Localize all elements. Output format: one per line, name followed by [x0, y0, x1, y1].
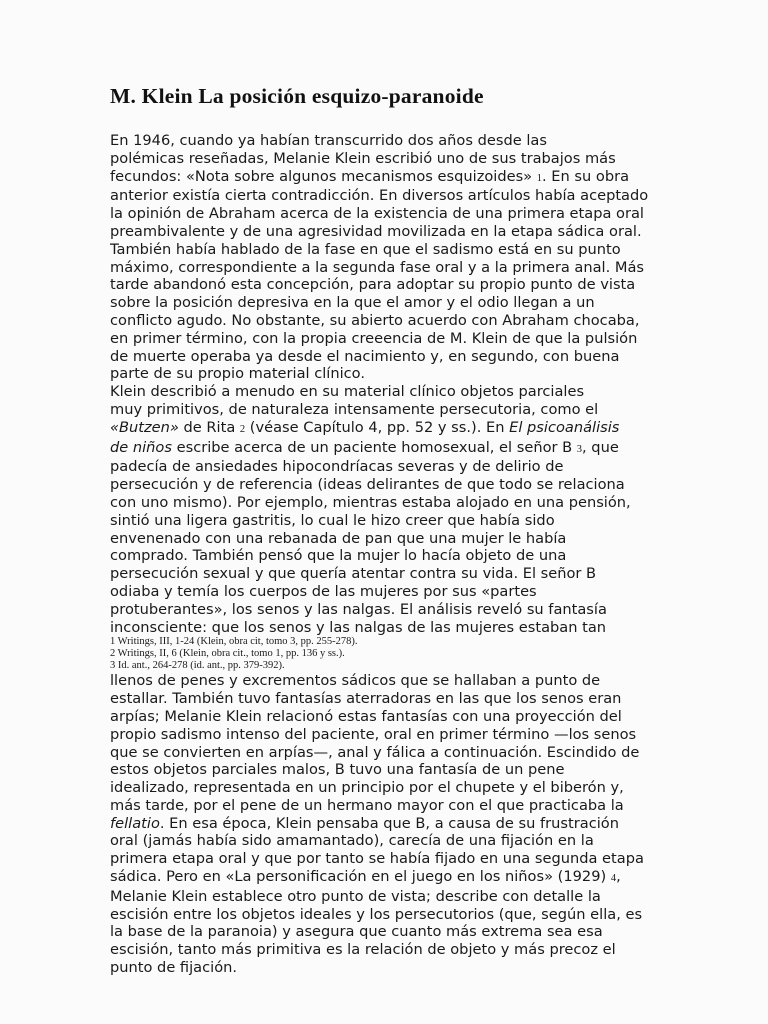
- text-line: comprado. También pensó que la mujer lo hacía objeto de una: [110, 547, 567, 565]
- text-line: sádica. Pero en «La personificación en el juego en los niños» (1929) 4,: [110, 868, 621, 886]
- text-line: primera etapa oral y que por tanto se había fijado en una segunda etapa: [110, 850, 644, 868]
- text-line: sintió una ligera gastritis, lo cual le hizo creer que había sido: [110, 511, 555, 529]
- document-body: [110, 132, 660, 977]
- text-line: de muerte operaba ya desde el nacimiento y, en segundo, con buena: [110, 347, 620, 365]
- text-line: «Butzen» de Rita 2 (véase Capítulo 4, pp. 52 y ss.). En El psicoanálisis: [110, 418, 620, 436]
- text-line: de niños escribe acerca de un paciente homosexual, el señor B 3, que: [110, 438, 619, 456]
- footnote: 1 Writings, III, 1-24 (Klein, obra cit, tomo 3, pp. 255-278).: [110, 636, 358, 648]
- text-line: persecución sexual y que quería atentar contra su vida. El señor B: [110, 565, 597, 583]
- footnote-ref: 3: [576, 443, 583, 455]
- text-line: propio sadismo intenso del paciente, oral en primer término —los senos: [110, 725, 637, 743]
- text-line: odiaba y temía los cuerpos de las mujeres por sus «partes: [110, 582, 537, 600]
- footnote-ref: 2: [239, 423, 246, 435]
- text-line: la base de la paranoia) y asegura que cuanto más extrema sea esa: [110, 923, 603, 941]
- text-line: Melanie Klein establece otro punto de vista; describe con detalle la: [110, 887, 601, 905]
- text-line: escisión entre los objetos ideales y los persecutorios (que, según ella, es: [110, 905, 643, 923]
- text-line: punto de fijación.: [110, 959, 238, 977]
- text-line: anterior existía cierta contradicción. En diversos artículos había aceptado: [110, 187, 649, 205]
- text-line: En 1946, cuando ya habían transcurrido dos años desde las: [110, 132, 547, 149]
- text-line: conflicto agudo. No obstante, su abierto acuerdo con Abraham chocaba,: [110, 311, 640, 329]
- text-line: estallar. También tuvo fantasías aterradoras en las que los senos eran: [110, 690, 622, 708]
- text-line: sobre la posición depresiva en la que el amor y el odio llegan a un: [110, 294, 595, 312]
- text-line: llenos de penes y excrementos sádicos que se hallaban a punto de: [110, 672, 601, 690]
- text-line: envenenado con una rebanada de pan que una mujer le había: [110, 529, 567, 547]
- text-line: más tarde, por el pene de un hermano mayor con el que practicaba la: [110, 796, 624, 814]
- footnote: 2 Writings, II, 6 (Klein, obra cit., tomo 1, pp. 136 y ss.).: [110, 648, 345, 660]
- text-line: con uno mismo). Por ejemplo, mientras estaba alojado en una pensión,: [110, 493, 631, 511]
- text-line: padecía de ansiedades hipocondríacas severas y de delirio de: [110, 458, 564, 476]
- text-line: fecundos: «Nota sobre algunos mecanismos esquizoides» 1. En su obra: [110, 167, 630, 185]
- text-line: arpías; Melanie Klein relacionó estas fantasías con una proyección del: [110, 707, 622, 725]
- text-line: la opinión de Abraham acerca de la existencia de una primera etapa oral: [110, 205, 644, 223]
- text-line: máximo, correspondiente a la segunda fase oral y a la primera anal. Más: [110, 258, 645, 276]
- text-line: persecución y de referencia (ideas delirantes de que todo se relaciona: [110, 476, 625, 494]
- text-line: preambivalente y de una agresividad movilizada en la etapa sádica oral.: [110, 222, 642, 240]
- text-line: tarde abandonó esta concepción, para adoptar su propio punto de vista: [110, 276, 636, 294]
- text-line: escisión, tanto más primitiva es la relación de objeto y más precoz el: [110, 941, 616, 959]
- text-line: protuberantes», los senos y las nalgas. El análisis reveló su fantasía: [110, 600, 607, 618]
- text-line: polémicas reseñadas, Melanie Klein escribió uno de sus trabajos más: [110, 149, 616, 167]
- text-line: También había hablado de la fase en que el sadismo está en su punto: [110, 240, 621, 258]
- text-line: parte de su propio material clínico.: [110, 365, 365, 383]
- text-line: que se convierten en arpías—, anal y fálica a continuación. Escindido de: [110, 743, 640, 761]
- page-title: M. Klein La posición esquizo-paranoide: [110, 84, 484, 108]
- text-line: en primer término, con la propia creeencia de M. Klein de que la pulsión: [110, 329, 638, 347]
- text-line: oral (jamás había sido amamantado), carecía de una fijación en la: [110, 832, 594, 850]
- footnote-ref: 4: [610, 873, 617, 885]
- text-line: inconsciente: que los senos y las nalgas de las mujeres estaban tan: [110, 618, 607, 636]
- footnote: 3 Id. ant., 264-278 (id. ant., pp. 379-392).: [110, 660, 285, 672]
- footnote-ref: 1: [536, 172, 543, 184]
- text-line: estos objetos parciales malos, B tuvo una fantasía de un pene: [110, 761, 565, 779]
- text-line: idealizado, representada en un principio por el chupete y el biberón y,: [110, 779, 624, 797]
- text-line: muy primitivos, de naturaleza intensamente persecutoria, como el: [110, 400, 599, 418]
- text-line: fellatio. En esa época, Klein pensaba que B, a causa de su frustración: [110, 814, 619, 832]
- text-line: Klein describió a menudo en su material clínico objetos parciales: [110, 383, 585, 401]
